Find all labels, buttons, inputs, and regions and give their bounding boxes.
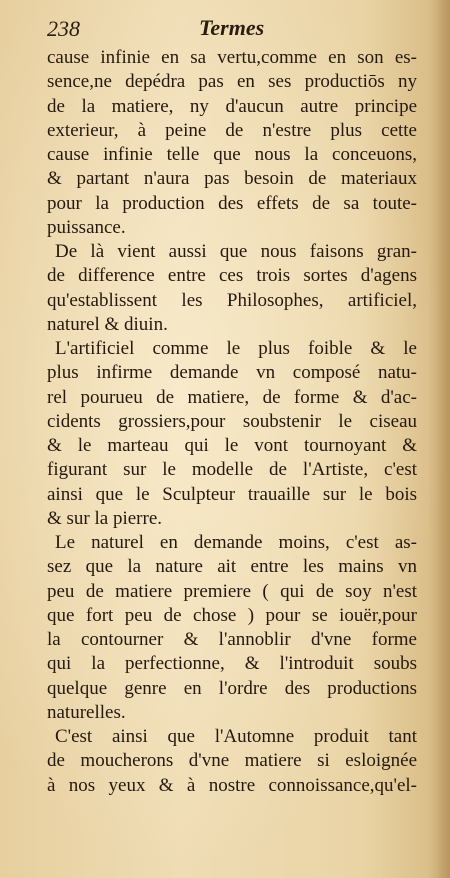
text-line: cause infinie en sa vertu,comme en son es- <box>47 47 417 68</box>
body-text <box>47 46 417 798</box>
running-head: Termes <box>199 15 265 40</box>
text-line: Le naturel en demande moins, c'est as- <box>55 532 417 553</box>
text-line: & sur la pierre. <box>47 507 163 529</box>
text-line: De là vient aussi que nous faisons gran- <box>55 241 417 262</box>
text-line: plus infirme demande vn composé natu- <box>47 362 417 384</box>
text-line: qui la perfectionne, & l'introduit soubs <box>47 653 417 675</box>
text-line: figurant sur le modelle de l'Artiste, c'est <box>47 459 417 481</box>
text-line: qu'establissent les Philosophes, artificiel, <box>47 289 417 311</box>
text-line: sez que la nature ait entre les mains vn <box>47 556 417 578</box>
text-line: cidents grossiers,pour soubstenir le ciseau <box>47 410 417 432</box>
text-line: naturelles. <box>47 701 126 723</box>
page-number: 238 <box>47 16 80 41</box>
text-line: & le marteau qui le vont tournoyant & <box>47 435 417 456</box>
text-line: ainsi que le Sculpteur trauaille sur le bois <box>47 483 417 505</box>
text-line: de moucherons d'vne matiere si esloignée <box>47 750 417 772</box>
text-line: L'artificiel comme le plus foible & le <box>55 338 417 359</box>
text-line: cause infinie telle que nous la conceuons, <box>47 144 417 165</box>
text-line: rel pourueu de matiere, de forme & d'ac- <box>47 386 417 408</box>
text-line: quelque genre en l'ordre des productions <box>47 677 417 699</box>
text-line: de difference entre ces trois sortes d'agens <box>47 265 417 287</box>
text-line: que fort peu de chose ) pour se iouër,pour <box>47 604 417 626</box>
text-line: de la matiere, ny d'aucun autre principe <box>47 95 417 117</box>
text-line: naturel & diuin. <box>47 313 168 335</box>
text-line: pour la production des effets de sa toute- <box>47 192 417 214</box>
text-line: puissance. <box>47 216 126 238</box>
text-line: la contourner & l'annoblir d'vne forme <box>47 629 417 650</box>
page-header <box>47 14 410 48</box>
text-line: peu de matiere premiere ( qui de soy n'est <box>47 580 417 602</box>
text-line: & partant n'aura pas besoin de materiaux <box>47 168 417 190</box>
text-line: C'est ainsi que l'Automne produit tant <box>55 726 417 747</box>
text-line: à nos yeux & à nostre connoissance,qu'el- <box>47 774 417 796</box>
text-line: exterieur, à peine de n'estre plus cette <box>47 119 417 141</box>
text-line: sence,ne depédra pas en ses productiōs ny <box>47 71 417 93</box>
